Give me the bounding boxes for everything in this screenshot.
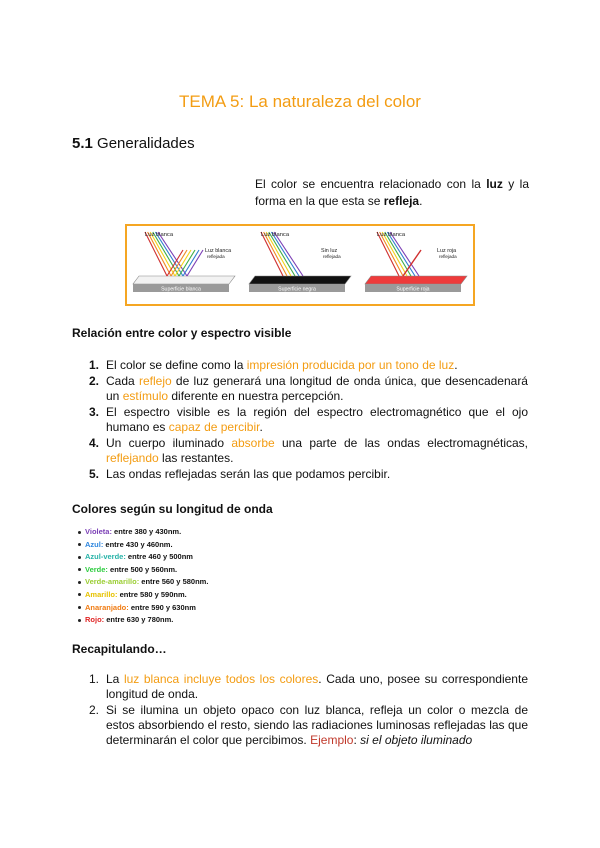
wavelength-item xyxy=(78,576,208,589)
color-name: Violeta: xyxy=(85,527,112,536)
list-item-number: 2. xyxy=(89,374,100,388)
list-item-text: : xyxy=(353,733,361,747)
reflection-label: Luz roja xyxy=(437,248,457,254)
surface-top xyxy=(133,276,235,284)
list-item xyxy=(70,358,528,373)
incoming-ray xyxy=(261,232,283,276)
list-item-number: 1. xyxy=(89,672,100,686)
list-item-number: 1. xyxy=(89,358,100,372)
list-item-text: El color se define como la xyxy=(106,358,247,372)
list-item xyxy=(70,467,528,482)
surface-label: Superficie roja xyxy=(396,286,430,293)
light-label: Luz blanca xyxy=(377,232,406,238)
wavelength-range: entre 560 y 580nm. xyxy=(139,577,209,587)
list-item xyxy=(70,405,528,435)
list-item xyxy=(70,703,528,748)
list-item-text: reflejando xyxy=(106,451,159,465)
color-name: Anaranjado: xyxy=(85,602,129,612)
reflection-label: Luz blanca xyxy=(205,248,232,254)
light-label: Luz blanca xyxy=(145,232,174,238)
color-name: Azul-verde: xyxy=(85,552,126,562)
surface-top xyxy=(249,276,351,284)
list-item-text: Si se ilumina un objeto opaco con luz blanca, refleja un color o mezcla de estos absorbiendo el resto, siendo las radiaciones luminosas reflejadas las que determinarán el color que percibimos. xyxy=(106,703,528,747)
wavelength-item xyxy=(78,564,208,577)
color-name: Rojo: xyxy=(85,615,105,625)
wavelength-range: entre 380 y 430nm. xyxy=(111,527,182,536)
list-item-number: 4. xyxy=(89,436,100,450)
list-item-text: de luz generará una longitud de onda única, que desencadenará un xyxy=(106,374,528,403)
list-item-text: si el objeto iluminado xyxy=(360,733,473,747)
list-item-text: impresión producida por un tono de luz xyxy=(246,358,455,372)
reflected-ray xyxy=(175,250,191,276)
list-recapitulando xyxy=(70,672,528,749)
heading-relacion: Relación entre color y espectro visible xyxy=(72,326,292,340)
reflected-ray xyxy=(187,250,203,276)
wavelength-item xyxy=(78,602,208,615)
list-item-text: luz blanca incluye todos los colores xyxy=(123,672,319,686)
section-heading-generalidades xyxy=(72,135,195,152)
list-item-number: 2. xyxy=(89,703,100,717)
list-item-text: Cada xyxy=(106,374,139,388)
surface-top xyxy=(365,276,467,284)
surface-label: Superficie blanca xyxy=(161,286,201,293)
list-item-text: . Cada uno, posee su correspondiente longitud de onda. xyxy=(106,672,528,701)
list-item-text: capaz de percibir xyxy=(168,420,260,434)
list-item-text: Un cuerpo iluminado xyxy=(106,436,232,450)
list-item-text: . xyxy=(454,358,458,372)
color-name: Azul: xyxy=(85,539,104,549)
list-item-text: absorbe xyxy=(231,436,275,450)
list-item-text: estímulo xyxy=(122,389,169,403)
intro-paragraph xyxy=(255,176,529,210)
list-item-text: las restantes. xyxy=(158,451,234,465)
list-item-text: Ejemplo xyxy=(310,733,354,747)
incoming-ray xyxy=(377,232,399,276)
reflection-sublabel: reflejada xyxy=(207,254,225,259)
wavelength-item xyxy=(78,551,208,564)
bullet-icon xyxy=(78,593,81,596)
list-relacion xyxy=(70,358,528,483)
bullet-icon xyxy=(78,556,81,559)
list-item-text: Las ondas reflejadas serán las que podamos percibir. xyxy=(106,467,391,481)
wavelength-range: entre 590 y 630nm xyxy=(128,602,196,612)
bullet-icon xyxy=(78,619,81,622)
list-item xyxy=(70,374,528,404)
wavelength-list xyxy=(78,526,208,627)
intro-text-2: y la forma en la que esta se xyxy=(255,177,529,208)
list-item-text: diferente en nuestra percepción. xyxy=(168,389,344,403)
list-item xyxy=(70,436,528,466)
bullet-icon xyxy=(78,543,81,546)
wavelength-range: entre 630 y 780nm. xyxy=(104,615,174,625)
bullet-icon xyxy=(78,606,81,609)
list-item xyxy=(70,672,528,702)
heading-recapitulando: Recapitulando… xyxy=(72,642,167,656)
reflection-sublabel: reflejada xyxy=(323,254,341,259)
wavelength-item xyxy=(78,589,208,602)
incoming-ray xyxy=(145,232,167,276)
wavelength-range: entre 580 y 590nm. xyxy=(117,589,187,599)
bullet-icon xyxy=(78,568,81,571)
surface-label: Superficie negra xyxy=(278,286,316,293)
color-name: Amarillo: xyxy=(85,589,118,599)
heading-colores: Colores según su longitud de onda xyxy=(72,502,273,516)
reflection-diagram xyxy=(127,226,473,304)
wavelength-range: entre 500 y 560nm. xyxy=(107,564,178,574)
bullet-icon xyxy=(78,531,81,534)
list-item-text: La xyxy=(106,672,124,686)
light-label: Luz blanca xyxy=(261,232,290,238)
list-item-number: 5. xyxy=(89,467,100,481)
color-name: Verde: xyxy=(85,564,108,574)
bullet-icon xyxy=(78,581,81,584)
wavelength-range: entre 460 y 500nm xyxy=(125,552,193,562)
list-item-text: El espectro visible es la región del espectro electromagnético que el ojo humano es xyxy=(106,405,528,434)
wavelength-range: entre 430 y 460nm. xyxy=(103,539,173,549)
section-label: Generalidades xyxy=(92,135,195,152)
color-name: Verde-amarillo: xyxy=(85,577,140,587)
list-item-text: reflejo xyxy=(138,374,172,388)
light-reflection-figure xyxy=(125,224,475,306)
reflected-ray xyxy=(183,250,199,276)
page-title: TEMA 5: La naturaleza del color xyxy=(179,92,421,111)
wavelength-item xyxy=(78,526,208,539)
incoming-ray xyxy=(269,232,295,276)
reflection-sublabel: reflejada xyxy=(439,254,457,259)
list-item-text: . xyxy=(259,420,263,434)
intro-luz: luz xyxy=(486,177,503,191)
list-item-number: 3. xyxy=(89,405,100,419)
wavelength-item xyxy=(78,539,208,552)
intro-text-3: . xyxy=(419,194,423,208)
reflection-label: Sin luz xyxy=(321,248,338,254)
reflected-ray xyxy=(179,250,195,276)
intro-refleja: refleja xyxy=(383,194,420,208)
section-number: 5.1 xyxy=(72,135,93,152)
list-item-text: una parte de las ondas electromagnéticas, xyxy=(274,436,528,450)
wavelength-item xyxy=(78,614,208,627)
intro-text-1: El color se encuentra relacionado con la xyxy=(255,177,487,191)
